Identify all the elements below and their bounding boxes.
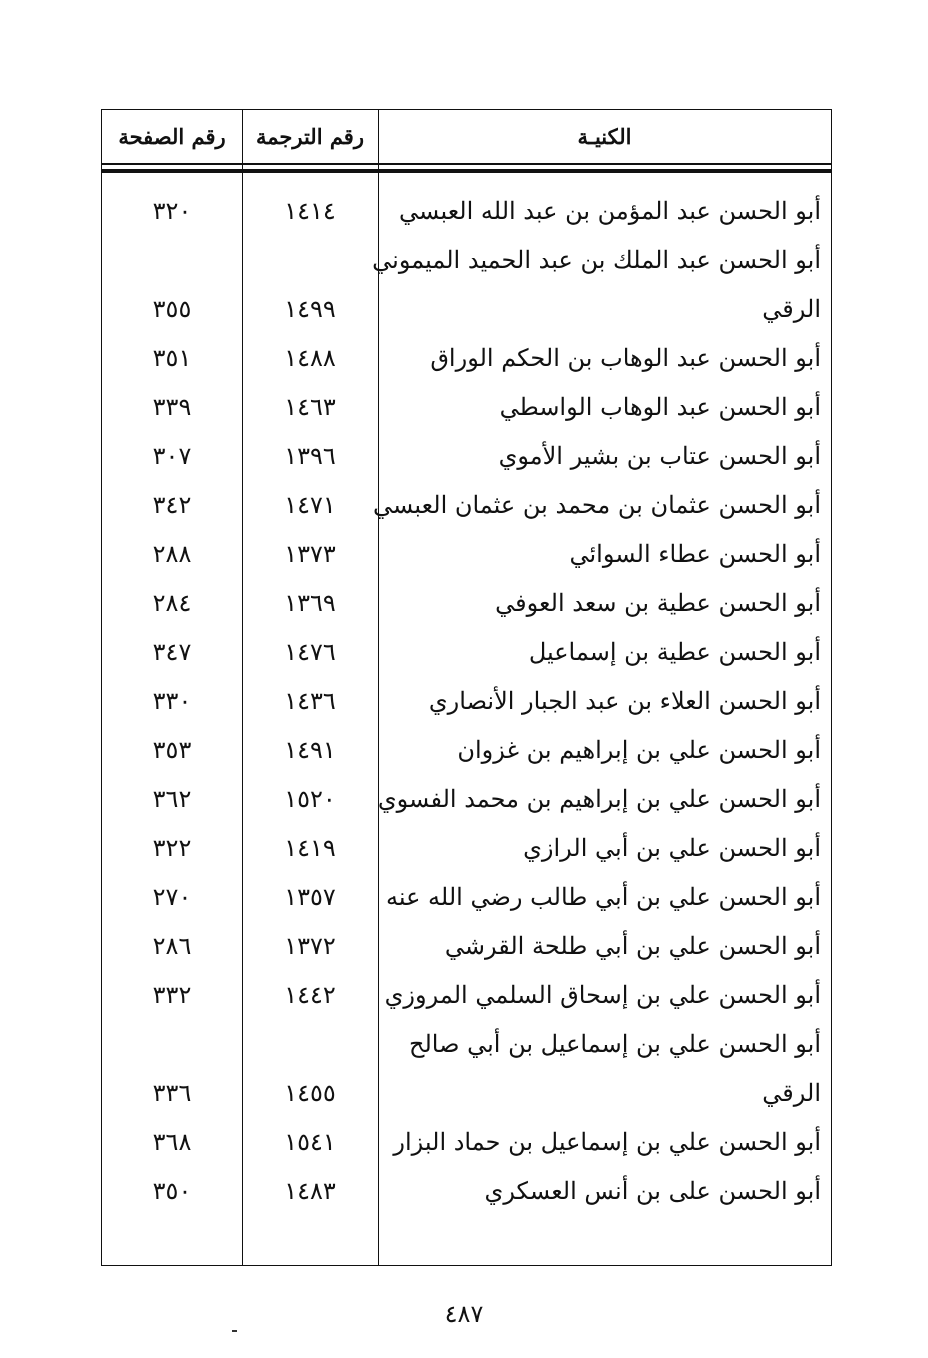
table-row [102,824,831,872]
translation-number-cell: ١٤٩١ [284,736,336,764]
translation-number-cell [242,236,378,284]
name-cell: أبو الحسن عطاء السوائي [569,540,821,568]
name-cell: أبو الحسن عبد المؤمن بن عبد الله العبسي [399,197,821,225]
page-number-cell: ٣٥٥ [152,295,192,323]
page-number-cell: ٣٥٣ [152,736,192,764]
page-number-cell: ٣٣٦ [152,1079,192,1107]
table-row [102,873,831,921]
translation-number-cell: ١٤٩٩ [284,295,336,323]
name-cell: الرقي [762,295,821,323]
translation-number-cell: ١٣٩٦ [284,442,336,470]
name-cell: أبو الحسن علي بن أبي طالب رضي الله عنه [386,883,821,911]
page-number-cell: ٣٣٢ [152,981,192,1009]
table-row [102,285,831,333]
name-cell: أبو الحسن عطية بن إسماعيل [528,638,821,666]
name-cell: أبو الحسن العلاء بن عبد الجبار الأنصاري [428,687,821,715]
name-cell: الرقي [762,1079,821,1107]
translation-number-cell: ١٤٨٨ [284,344,336,372]
table-row [102,236,831,284]
translation-number-cell [242,1020,378,1068]
page-number-cell: ٣٠٧ [152,442,192,470]
header-translation-no: رقم الترجمة [255,123,364,149]
translation-number-cell: ١٤٥٥ [284,1079,336,1107]
table-row [102,1020,831,1068]
name-cell: أبو الحسن علي بن إسحاق السلمي المروزي [384,981,821,1009]
name-cell: أبو الحسن عثمان بن محمد بن عثمان العبسي [373,491,821,519]
translation-number-cell: ١٤١٩ [284,834,336,862]
page-number-cell: ٣٦٨ [152,1128,192,1156]
translation-number-cell: ١٣٥٧ [284,883,336,911]
table-row [102,383,831,431]
name-cell: أبو الحسن علي بن إبراهيم بن غزوان [457,736,821,764]
page-number-cell: ٢٨٦ [152,932,192,960]
name-cell: أبو الحسن عتاب بن بشير الأموي [498,442,821,470]
header-rule [102,163,831,165]
page-number-cell [102,1020,242,1068]
translation-number-cell: ١٥٢٠ [284,785,336,813]
page-number-cell: ٣٢٢ [152,834,192,862]
translation-number-cell: ١٤٣٦ [284,687,336,715]
header-name: الكنيـة [577,123,632,149]
name-cell: أبو الحسن علي بن أبي طلحة القرشي [444,932,821,960]
table-row [102,726,831,774]
table-row [102,922,831,970]
translation-number-cell: ١٤١٤ [284,197,336,225]
table-row [102,579,831,627]
table-row [102,1167,831,1215]
page-number-cell: ٣٦٢ [152,785,192,813]
translation-number-cell: ١٤٤٢ [284,981,336,1009]
table-row [102,775,831,823]
header-rule-thick [102,169,831,173]
table-row [102,1118,831,1166]
translation-number-cell: ١٤٨٣ [284,1177,336,1205]
name-cell: أبو الحسن علي بن إسماعيل بن حماد البزار [393,1128,821,1156]
page-number-cell: ٣٣٩ [152,393,192,421]
header-page-no: رقم الصفحة [118,123,226,149]
name-cell: أبو الحسن علي بن إبراهيم بن محمد الفسوي [377,785,821,813]
table-row [102,187,831,235]
page-number-cell: ٣٢٠ [152,197,192,225]
page-number-cell: ٢٨٨ [152,540,192,568]
translation-number-cell: ١٣٧٣ [284,540,336,568]
name-cell: أبو الحسن عطية بن سعد العوفي [495,589,821,617]
name-cell: أبو الحسن عبد الملك بن عبد الحميد الميموني [372,246,821,274]
translation-number-cell: ١٣٧٢ [284,932,336,960]
table-row [102,677,831,725]
page-number-cell: ٢٧٠ [152,883,192,911]
translation-number-cell: ١٣٦٩ [284,589,336,617]
page-number-cell: ٣٣٠ [152,687,192,715]
translation-number-cell: ١٥٤١ [284,1128,336,1156]
page-number-cell: ٣٤٢ [152,491,192,519]
name-cell: أبو الحسن عبد الوهاب الواسطي [499,393,821,421]
translation-number-cell: ١٤٦٣ [284,393,336,421]
table-row [102,971,831,1019]
table-row [102,481,831,529]
page-number-cell: ٣٤٧ [152,638,192,666]
name-cell: أبو الحسن علي بن إسماعيل بن أبي صالح [408,1030,821,1058]
page-number-cell: ٣٥٠ [152,1177,192,1205]
page-number: ٤٨٧ [444,1300,484,1328]
translation-number-cell: ١٤٧٦ [284,638,336,666]
table-row [102,530,831,578]
table-row [102,334,831,382]
print-speck [232,1330,237,1332]
name-cell: أبو الحسن على بن أنس العسكري [484,1177,821,1205]
table-row [102,432,831,480]
table-row [102,1069,831,1117]
table-row [102,628,831,676]
name-cell: أبو الحسن عبد الوهاب بن الحكم الوراق [430,344,821,372]
page-number-cell [102,236,242,284]
page-number-cell: ٣٥١ [152,344,192,372]
index-table [101,109,832,1266]
translation-number-cell: ١٤٧١ [284,491,336,519]
name-cell: أبو الحسن علي بن أبي الرازي [523,834,821,862]
page-number-cell: ٢٨٤ [152,589,192,617]
